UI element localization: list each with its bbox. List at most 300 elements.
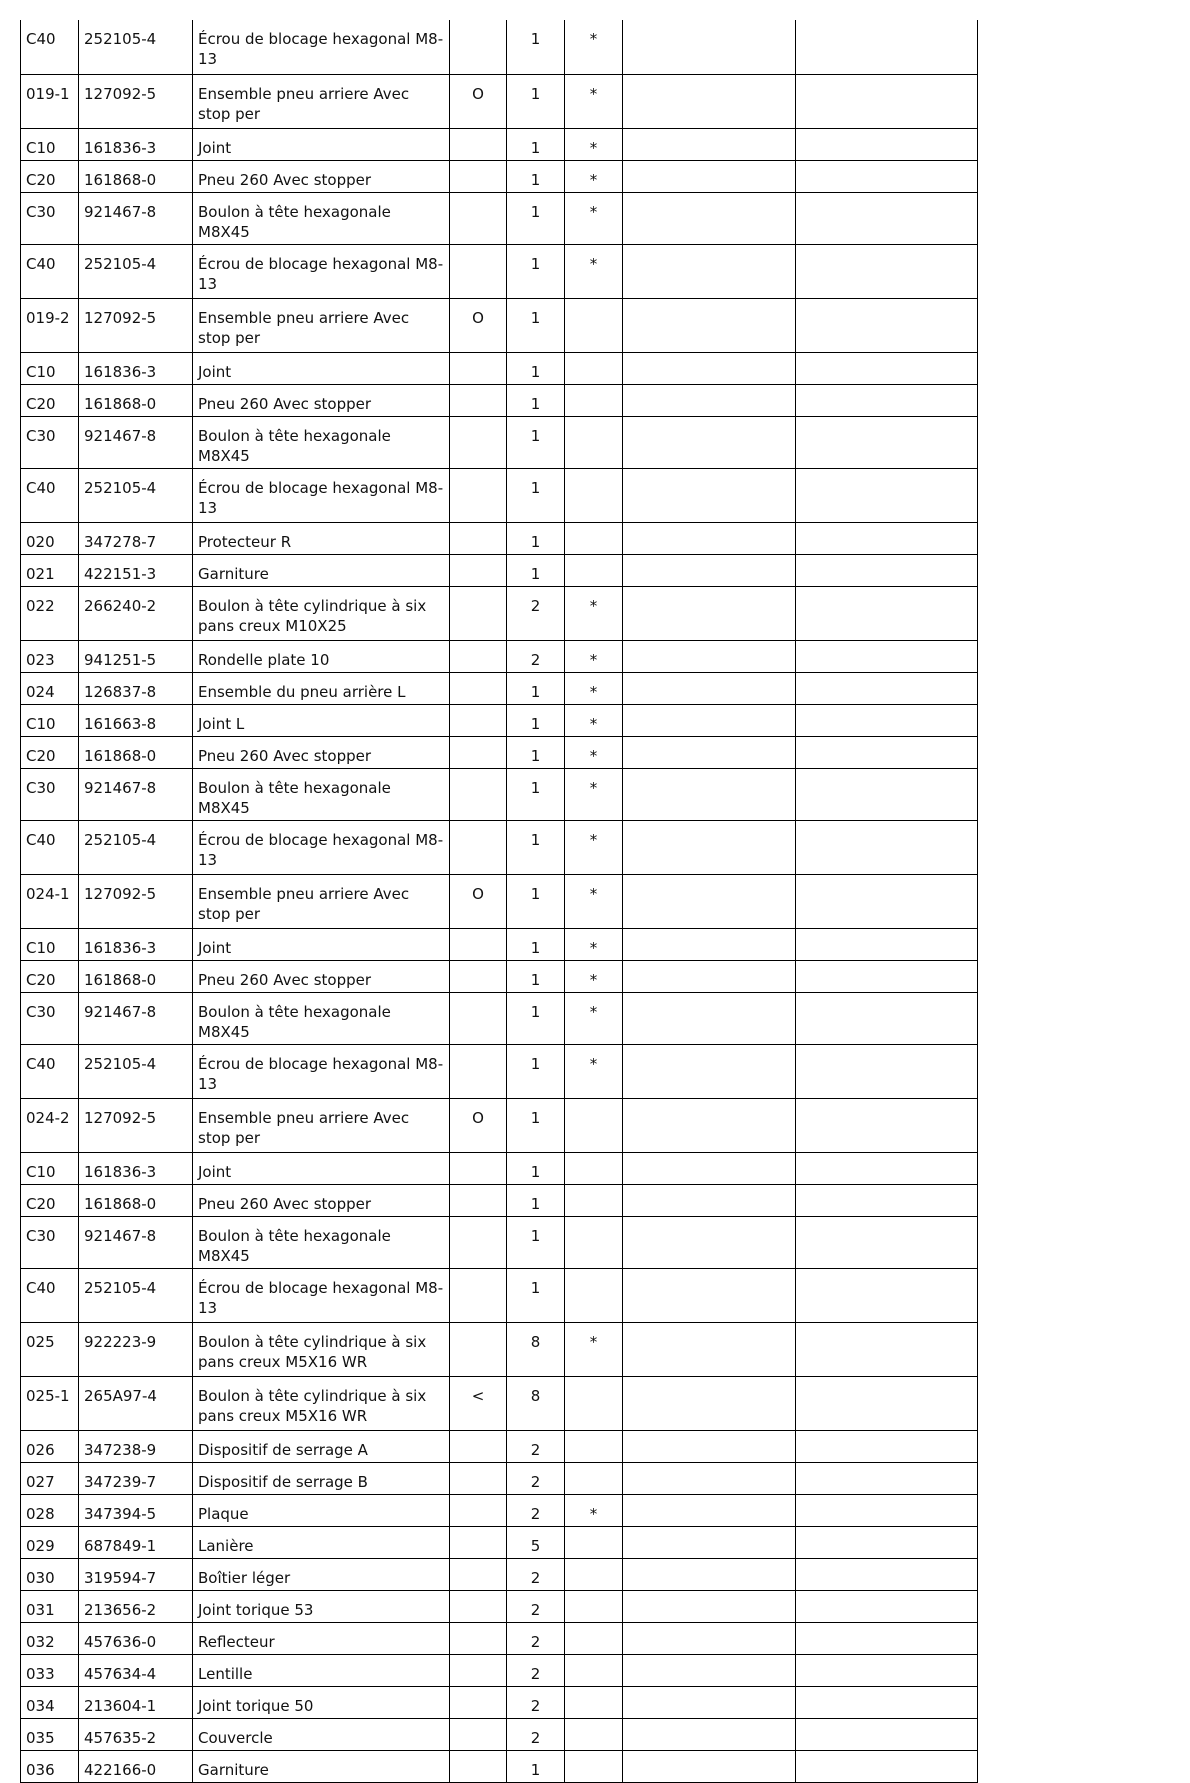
marker-cell: * xyxy=(565,640,623,672)
quantity-cell: 1 xyxy=(507,874,565,928)
part-number-cell: 127092-5 xyxy=(79,298,193,352)
part-number-cell: 126837-8 xyxy=(79,672,193,704)
table-row xyxy=(21,20,978,74)
part-number-cell: 921467-8 xyxy=(79,416,193,468)
description-cell: Écrou de blocage hexagonal M8-13 xyxy=(193,1268,450,1322)
item-number-cell: 020 xyxy=(21,522,79,554)
blank-cell xyxy=(623,1098,796,1152)
part-number-cell: 347239-7 xyxy=(79,1462,193,1494)
description-cell: Dispositif de serrage B xyxy=(193,1462,450,1494)
quantity-cell: 2 xyxy=(507,1494,565,1526)
part-number-cell: 252105-4 xyxy=(79,820,193,874)
part-number-cell: 161868-0 xyxy=(79,160,193,192)
description-cell: Pneu 260 Avec stopper xyxy=(193,160,450,192)
part-number-cell: 213604-1 xyxy=(79,1686,193,1718)
quantity-cell: 1 xyxy=(507,704,565,736)
part-number-cell: 319594-7 xyxy=(79,1558,193,1590)
code-cell xyxy=(450,160,507,192)
description-cell: Joint torique 53 xyxy=(193,1590,450,1622)
quantity-cell: 2 xyxy=(507,586,565,640)
quantity-cell: 1 xyxy=(507,160,565,192)
description-cell: Rondelle plate 10 xyxy=(193,640,450,672)
table-row xyxy=(21,1750,978,1782)
description-cell: Ensemble pneu arriere Avec stop per xyxy=(193,74,450,128)
blank-cell xyxy=(623,992,796,1044)
blank-cell xyxy=(796,928,978,960)
item-number-cell: C30 xyxy=(21,768,79,820)
marker-cell xyxy=(565,352,623,384)
blank-cell xyxy=(623,640,796,672)
code-cell xyxy=(450,1462,507,1494)
part-number-cell: 252105-4 xyxy=(79,1268,193,1322)
marker-cell: * xyxy=(565,160,623,192)
blank-cell xyxy=(796,1686,978,1718)
code-cell xyxy=(450,1590,507,1622)
description-cell: Joint xyxy=(193,928,450,960)
item-number-cell: C40 xyxy=(21,1044,79,1098)
table-row xyxy=(21,352,978,384)
item-number-cell: C10 xyxy=(21,128,79,160)
blank-cell xyxy=(623,298,796,352)
part-number-cell: 161868-0 xyxy=(79,960,193,992)
part-number-cell: 687849-1 xyxy=(79,1526,193,1558)
quantity-cell: 1 xyxy=(507,468,565,522)
quantity-cell: 2 xyxy=(507,1686,565,1718)
item-number-cell: 029 xyxy=(21,1526,79,1558)
part-number-cell: 161836-3 xyxy=(79,352,193,384)
marker-cell: * xyxy=(565,1044,623,1098)
description-cell: Écrou de blocage hexagonal M8-13 xyxy=(193,820,450,874)
marker-cell: * xyxy=(565,768,623,820)
code-cell xyxy=(450,1430,507,1462)
code-cell: < xyxy=(450,1376,507,1430)
table-row xyxy=(21,874,978,928)
item-number-cell: C20 xyxy=(21,1184,79,1216)
part-number-cell: 266240-2 xyxy=(79,586,193,640)
blank-cell xyxy=(623,1686,796,1718)
blank-cell xyxy=(623,352,796,384)
table-row xyxy=(21,1622,978,1654)
table-row xyxy=(21,1462,978,1494)
code-cell xyxy=(450,736,507,768)
marker-cell: * xyxy=(565,672,623,704)
marker-cell xyxy=(565,1152,623,1184)
description-cell: Boulon à tête hexagonale M8X45 xyxy=(193,768,450,820)
description-cell: Ensemble du pneu arrière L xyxy=(193,672,450,704)
item-number-cell: 035 xyxy=(21,1718,79,1750)
table-row xyxy=(21,960,978,992)
part-number-cell: 161868-0 xyxy=(79,384,193,416)
quantity-cell: 1 xyxy=(507,522,565,554)
marker-cell: * xyxy=(565,586,623,640)
item-number-cell: 028 xyxy=(21,1494,79,1526)
code-cell xyxy=(450,192,507,244)
item-number-cell: 024-2 xyxy=(21,1098,79,1152)
code-cell xyxy=(450,554,507,586)
description-cell: Plaque xyxy=(193,1494,450,1526)
part-number-cell: 922223-9 xyxy=(79,1322,193,1376)
blank-cell xyxy=(623,1526,796,1558)
description-cell: Boulon à tête hexagonale M8X45 xyxy=(193,992,450,1044)
marker-cell xyxy=(565,416,623,468)
part-number-cell: 213656-2 xyxy=(79,1590,193,1622)
marker-cell xyxy=(565,1430,623,1462)
marker-cell: * xyxy=(565,192,623,244)
table-row xyxy=(21,74,978,128)
quantity-cell: 1 xyxy=(507,1184,565,1216)
quantity-cell: 8 xyxy=(507,1322,565,1376)
quantity-cell: 1 xyxy=(507,554,565,586)
parts-table-body xyxy=(21,20,978,1782)
table-row xyxy=(21,1654,978,1686)
blank-cell xyxy=(796,192,978,244)
table-row xyxy=(21,586,978,640)
item-number-cell: 027 xyxy=(21,1462,79,1494)
quantity-cell: 1 xyxy=(507,928,565,960)
blank-cell xyxy=(796,704,978,736)
item-number-cell: C40 xyxy=(21,1268,79,1322)
table-row xyxy=(21,384,978,416)
blank-cell xyxy=(796,820,978,874)
description-cell: Lentille xyxy=(193,1654,450,1686)
part-number-cell: 422151-3 xyxy=(79,554,193,586)
description-cell: Pneu 260 Avec stopper xyxy=(193,960,450,992)
part-number-cell: 457634-4 xyxy=(79,1654,193,1686)
table-row xyxy=(21,820,978,874)
marker-cell xyxy=(565,384,623,416)
blank-cell xyxy=(623,160,796,192)
item-number-cell: 036 xyxy=(21,1750,79,1782)
description-cell: Boîtier léger xyxy=(193,1558,450,1590)
quantity-cell: 1 xyxy=(507,768,565,820)
item-number-cell: 030 xyxy=(21,1558,79,1590)
part-number-cell: 252105-4 xyxy=(79,1044,193,1098)
quantity-cell: 1 xyxy=(507,1044,565,1098)
code-cell xyxy=(450,1152,507,1184)
marker-cell: * xyxy=(565,992,623,1044)
blank-cell xyxy=(796,244,978,298)
item-number-cell: 025 xyxy=(21,1322,79,1376)
description-cell: Couvercle xyxy=(193,1718,450,1750)
blank-cell xyxy=(796,640,978,672)
blank-cell xyxy=(623,1750,796,1782)
table-row xyxy=(21,736,978,768)
marker-cell xyxy=(565,1268,623,1322)
code-cell xyxy=(450,244,507,298)
table-row xyxy=(21,672,978,704)
item-number-cell: C10 xyxy=(21,704,79,736)
item-number-cell: C10 xyxy=(21,352,79,384)
item-number-cell: C20 xyxy=(21,384,79,416)
blank-cell xyxy=(623,554,796,586)
blank-cell xyxy=(796,128,978,160)
blank-cell xyxy=(623,468,796,522)
blank-cell xyxy=(623,192,796,244)
blank-cell xyxy=(623,522,796,554)
item-number-cell: 022 xyxy=(21,586,79,640)
item-number-cell: C20 xyxy=(21,160,79,192)
marker-cell xyxy=(565,468,623,522)
quantity-cell: 1 xyxy=(507,1152,565,1184)
blank-cell xyxy=(623,1216,796,1268)
description-cell: Ensemble pneu arriere Avec stop per xyxy=(193,1098,450,1152)
code-cell xyxy=(450,352,507,384)
code-cell xyxy=(450,384,507,416)
blank-cell xyxy=(623,128,796,160)
quantity-cell: 2 xyxy=(507,1590,565,1622)
blank-cell xyxy=(796,768,978,820)
item-number-cell: C40 xyxy=(21,20,79,74)
marker-cell xyxy=(565,298,623,352)
item-number-cell: 023 xyxy=(21,640,79,672)
marker-cell xyxy=(565,1216,623,1268)
item-number-cell: 024 xyxy=(21,672,79,704)
quantity-cell: 2 xyxy=(507,1622,565,1654)
quantity-cell: 2 xyxy=(507,1462,565,1494)
marker-cell xyxy=(565,554,623,586)
blank-cell xyxy=(623,672,796,704)
code-cell xyxy=(450,1322,507,1376)
quantity-cell: 1 xyxy=(507,1098,565,1152)
blank-cell xyxy=(796,1044,978,1098)
description-cell: Boulon à tête hexagonale M8X45 xyxy=(193,1216,450,1268)
quantity-cell: 1 xyxy=(507,820,565,874)
blank-cell xyxy=(623,820,796,874)
code-cell xyxy=(450,522,507,554)
blank-cell xyxy=(796,1462,978,1494)
blank-cell xyxy=(623,244,796,298)
marker-cell xyxy=(565,1686,623,1718)
description-cell: Écrou de blocage hexagonal M8-13 xyxy=(193,1044,450,1098)
table-row xyxy=(21,298,978,352)
item-number-cell: 031 xyxy=(21,1590,79,1622)
item-number-cell: 034 xyxy=(21,1686,79,1718)
part-number-cell: 265A97-4 xyxy=(79,1376,193,1430)
description-cell: Garniture xyxy=(193,1750,450,1782)
blank-cell xyxy=(623,1322,796,1376)
part-number-cell: 457635-2 xyxy=(79,1718,193,1750)
part-number-cell: 161836-3 xyxy=(79,928,193,960)
description-cell: Ensemble pneu arriere Avec stop per xyxy=(193,874,450,928)
part-number-cell: 252105-4 xyxy=(79,20,193,74)
code-cell xyxy=(450,640,507,672)
marker-cell xyxy=(565,1098,623,1152)
blank-cell xyxy=(796,992,978,1044)
blank-cell xyxy=(796,20,978,74)
part-number-cell: 127092-5 xyxy=(79,1098,193,1152)
blank-cell xyxy=(796,1590,978,1622)
table-row xyxy=(21,992,978,1044)
description-cell: Écrou de blocage hexagonal M8-13 xyxy=(193,244,450,298)
marker-cell: * xyxy=(565,1322,623,1376)
quantity-cell: 1 xyxy=(507,244,565,298)
quantity-cell: 2 xyxy=(507,1430,565,1462)
code-cell xyxy=(450,1622,507,1654)
blank-cell xyxy=(796,1750,978,1782)
blank-cell xyxy=(623,1152,796,1184)
quantity-cell: 2 xyxy=(507,1654,565,1686)
table-row xyxy=(21,928,978,960)
description-cell: Boulon à tête cylindrique à six pans creux M5X16 WR xyxy=(193,1322,450,1376)
marker-cell: * xyxy=(565,874,623,928)
marker-cell xyxy=(565,1622,623,1654)
part-number-cell: 347238-9 xyxy=(79,1430,193,1462)
item-number-cell: 025-1 xyxy=(21,1376,79,1430)
blank-cell xyxy=(623,1044,796,1098)
blank-cell xyxy=(796,1718,978,1750)
blank-cell xyxy=(796,384,978,416)
quantity-cell: 5 xyxy=(507,1526,565,1558)
description-cell: Pneu 260 Avec stopper xyxy=(193,1184,450,1216)
blank-cell xyxy=(796,1558,978,1590)
part-number-cell: 921467-8 xyxy=(79,992,193,1044)
code-cell xyxy=(450,416,507,468)
blank-cell xyxy=(623,1654,796,1686)
item-number-cell: 019-1 xyxy=(21,74,79,128)
blank-cell xyxy=(796,416,978,468)
part-number-cell: 161836-3 xyxy=(79,128,193,160)
marker-cell: * xyxy=(565,704,623,736)
marker-cell: * xyxy=(565,820,623,874)
quantity-cell: 1 xyxy=(507,384,565,416)
blank-cell xyxy=(623,1268,796,1322)
code-cell xyxy=(450,1044,507,1098)
table-row xyxy=(21,1268,978,1322)
item-number-cell: C40 xyxy=(21,244,79,298)
marker-cell xyxy=(565,1462,623,1494)
quantity-cell: 2 xyxy=(507,1718,565,1750)
quantity-cell: 1 xyxy=(507,1216,565,1268)
description-cell: Joint xyxy=(193,128,450,160)
description-cell: Boulon à tête cylindrique à six pans creux M10X25 xyxy=(193,586,450,640)
marker-cell: * xyxy=(565,960,623,992)
description-cell: Joint torique 50 xyxy=(193,1686,450,1718)
code-cell: O xyxy=(450,874,507,928)
part-number-cell: 252105-4 xyxy=(79,244,193,298)
table-row xyxy=(21,1590,978,1622)
description-cell: Écrou de blocage hexagonal M8-13 xyxy=(193,20,450,74)
blank-cell xyxy=(796,1622,978,1654)
description-cell: Dispositif de serrage A xyxy=(193,1430,450,1462)
blank-cell xyxy=(796,298,978,352)
table-row xyxy=(21,1216,978,1268)
description-cell: Boulon à tête cylindrique à six pans creux M5X16 WR xyxy=(193,1376,450,1430)
blank-cell xyxy=(796,1494,978,1526)
quantity-cell: 2 xyxy=(507,640,565,672)
blank-cell xyxy=(623,736,796,768)
quantity-cell: 1 xyxy=(507,352,565,384)
table-row xyxy=(21,522,978,554)
table-row xyxy=(21,1430,978,1462)
item-number-cell: C40 xyxy=(21,468,79,522)
blank-cell xyxy=(623,1494,796,1526)
code-cell xyxy=(450,1718,507,1750)
parts-list-table xyxy=(20,20,978,1783)
part-number-cell: 252105-4 xyxy=(79,468,193,522)
blank-cell xyxy=(623,960,796,992)
blank-cell xyxy=(623,20,796,74)
marker-cell: * xyxy=(565,244,623,298)
quantity-cell: 1 xyxy=(507,20,565,74)
table-row xyxy=(21,468,978,522)
part-number-cell: 347394-5 xyxy=(79,1494,193,1526)
blank-cell xyxy=(796,160,978,192)
quantity-cell: 2 xyxy=(507,1558,565,1590)
code-cell: O xyxy=(450,74,507,128)
marker-cell: * xyxy=(565,20,623,74)
blank-cell xyxy=(796,586,978,640)
code-cell xyxy=(450,928,507,960)
code-cell xyxy=(450,1750,507,1782)
blank-cell xyxy=(623,586,796,640)
description-cell: Protecteur R xyxy=(193,522,450,554)
table-row xyxy=(21,192,978,244)
table-row xyxy=(21,1718,978,1750)
table-row xyxy=(21,160,978,192)
blank-cell xyxy=(623,416,796,468)
quantity-cell: 1 xyxy=(507,192,565,244)
quantity-cell: 1 xyxy=(507,128,565,160)
item-number-cell: C20 xyxy=(21,736,79,768)
code-cell xyxy=(450,992,507,1044)
table-row xyxy=(21,1044,978,1098)
marker-cell xyxy=(565,1558,623,1590)
code-cell xyxy=(450,1526,507,1558)
item-number-cell: C20 xyxy=(21,960,79,992)
blank-cell xyxy=(796,1098,978,1152)
quantity-cell: 1 xyxy=(507,736,565,768)
item-number-cell: 019-2 xyxy=(21,298,79,352)
table-row xyxy=(21,1558,978,1590)
quantity-cell: 1 xyxy=(507,416,565,468)
item-number-cell: C10 xyxy=(21,928,79,960)
blank-cell xyxy=(796,468,978,522)
marker-cell xyxy=(565,1590,623,1622)
code-cell xyxy=(450,768,507,820)
description-cell: Garniture xyxy=(193,554,450,586)
item-number-cell: 024-1 xyxy=(21,874,79,928)
description-cell: Écrou de blocage hexagonal M8-13 xyxy=(193,468,450,522)
blank-cell xyxy=(623,874,796,928)
quantity-cell: 1 xyxy=(507,672,565,704)
description-cell: Boulon à tête hexagonale M8X45 xyxy=(193,416,450,468)
code-cell xyxy=(450,1184,507,1216)
part-number-cell: 161663-8 xyxy=(79,704,193,736)
item-number-cell: C30 xyxy=(21,416,79,468)
blank-cell xyxy=(623,768,796,820)
description-cell: Joint xyxy=(193,1152,450,1184)
description-cell: Pneu 260 Avec stopper xyxy=(193,384,450,416)
part-number-cell: 161836-3 xyxy=(79,1152,193,1184)
part-number-cell: 921467-8 xyxy=(79,768,193,820)
blank-cell xyxy=(623,74,796,128)
blank-cell xyxy=(623,928,796,960)
blank-cell xyxy=(623,704,796,736)
code-cell xyxy=(450,468,507,522)
quantity-cell: 1 xyxy=(507,74,565,128)
table-row xyxy=(21,768,978,820)
code-cell xyxy=(450,1268,507,1322)
marker-cell xyxy=(565,1184,623,1216)
table-row xyxy=(21,416,978,468)
description-cell: Ensemble pneu arriere Avec stop per xyxy=(193,298,450,352)
table-row xyxy=(21,1526,978,1558)
blank-cell xyxy=(796,874,978,928)
blank-cell xyxy=(623,1376,796,1430)
item-number-cell: 026 xyxy=(21,1430,79,1462)
item-number-cell: C40 xyxy=(21,820,79,874)
quantity-cell: 1 xyxy=(507,1268,565,1322)
